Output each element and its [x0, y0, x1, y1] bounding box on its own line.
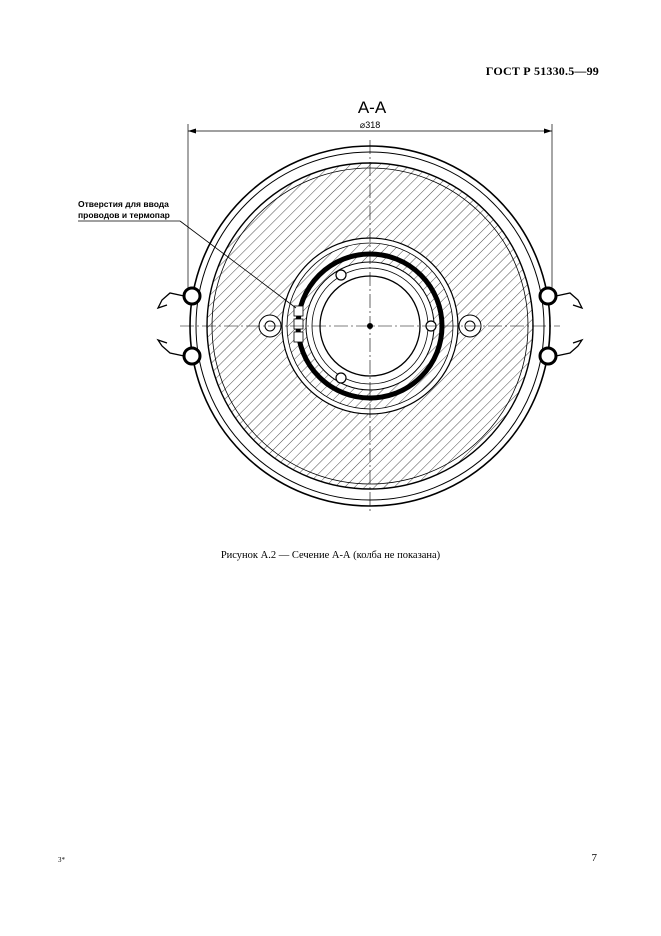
- figure-caption: Рисунок А.2 — Сечение А-А (колба не показана): [220, 550, 441, 561]
- diameter-label: ⌀318: [359, 120, 381, 130]
- callout-line-2: проводов и термопар: [78, 210, 170, 220]
- wire-entry-holes: [294, 306, 303, 342]
- document-code: ГОСТ Р 51330.5—99: [485, 64, 599, 78]
- sheet-mark: 3*: [58, 856, 65, 864]
- page-number: 7: [591, 852, 597, 864]
- right-clamps: [540, 288, 582, 364]
- callout-line-1: Отверстия для ввода: [78, 199, 169, 209]
- section-label: А-А: [357, 98, 387, 117]
